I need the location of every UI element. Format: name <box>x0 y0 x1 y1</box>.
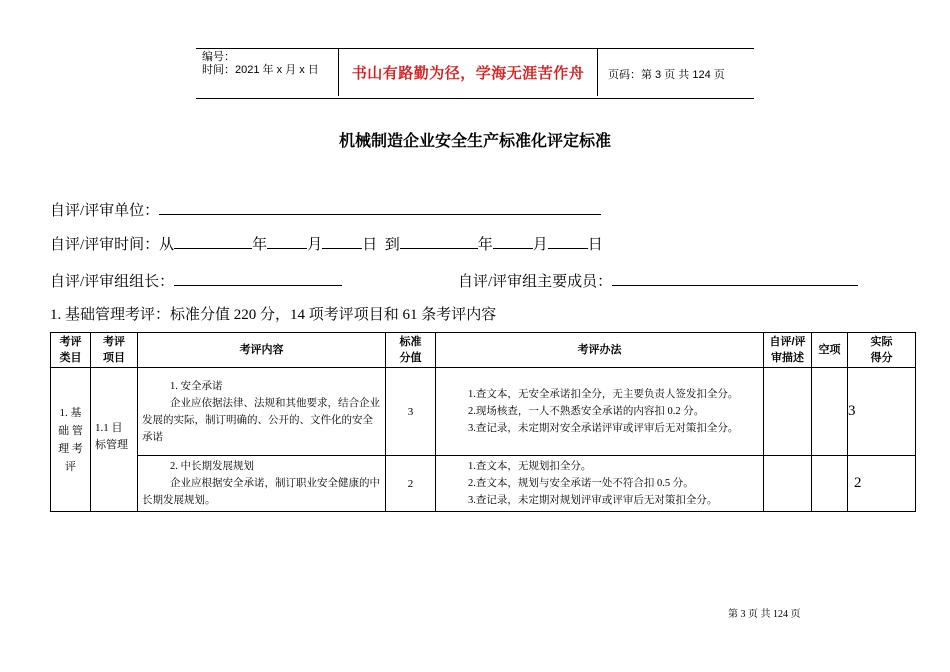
content-cell: 2. 中长期发展规划 企业应根据安全承诺，制订职业安全健康的中长期发展规划。 <box>138 456 386 512</box>
evaluation-table <box>50 332 916 512</box>
leader-field <box>50 270 342 291</box>
month-label: 月 <box>307 237 323 253</box>
section-title: 1. 基础管理考评：标准分值 220 分，14 项考评项目和 61 条考评内容 <box>50 307 497 323</box>
time-label: 时间：2021 年 x 月 x 日 <box>202 64 319 76</box>
leader-label: 自评/评审组组长： <box>50 274 175 290</box>
col-header-item: 考评 项目 <box>91 333 138 368</box>
leader-blank[interactable] <box>174 271 342 286</box>
col-header-category: 考评 类目 <box>51 333 91 368</box>
table-header-row <box>51 333 916 368</box>
header-meta <box>202 51 319 77</box>
empty-item-cell[interactable] <box>812 456 848 512</box>
self-eval-cell[interactable] <box>764 368 812 456</box>
content-cell: 1. 安全承诺 企业应依据法律、法规和其他要求，结合企业发展的实际，制订明确的、公开的、文件化的安全承诺 <box>138 368 386 456</box>
col-header-self-eval: 自评/评 审描述 <box>764 333 812 368</box>
end-year-blank[interactable] <box>400 234 478 249</box>
score-cell: 3 <box>386 368 436 456</box>
members-field <box>458 270 858 291</box>
col-header-score: 标准 分值 <box>386 333 436 368</box>
table-row <box>51 368 916 456</box>
page-title: 机械制造企业安全生产标准化评定标准 <box>338 133 611 150</box>
method-cell: 1.查文本，无安全承诺扣全分，无主要负责人签发扣全分。 2.现场核查，一人不熟悉安全承诺的内容扣 0.2 分。 3.查记录，未定期对安全承诺评审或评审后无对策扣全分。 <box>436 368 764 456</box>
year-label: 年 <box>477 237 493 253</box>
motto: 书山有路勤为径，学海无涯苦作舟 <box>351 66 585 82</box>
page-footer: 第 3 页 共 124 页 <box>728 609 801 620</box>
start-day-blank[interactable] <box>322 234 362 249</box>
empty-item-cell[interactable] <box>812 368 848 456</box>
members-blank[interactable] <box>612 271 858 286</box>
self-eval-cell[interactable] <box>764 456 812 512</box>
unit-label: 自评/评审单位： <box>50 203 160 219</box>
month-label: 月 <box>532 237 548 253</box>
col-header-content: 考评内容 <box>138 333 386 368</box>
document-header <box>196 48 754 99</box>
col-header-actual: 实际 得分 <box>848 333 916 368</box>
year-label: 年 <box>252 237 268 253</box>
table-row <box>51 456 916 512</box>
col-header-method: 考评办法 <box>436 333 764 368</box>
start-year-blank[interactable] <box>174 234 252 249</box>
motto-box <box>338 49 598 96</box>
unit-blank[interactable] <box>159 200 601 215</box>
end-day-blank[interactable] <box>548 234 588 249</box>
actual-score-cell[interactable]: 2 <box>848 456 916 512</box>
page-info: 页码：第 3 页 共 124 页 <box>608 69 725 81</box>
score-cell: 2 <box>386 456 436 512</box>
end-month-blank[interactable] <box>493 234 533 249</box>
day-label: 日 <box>362 237 378 253</box>
members-label: 自评/评审组主要成员： <box>458 274 613 290</box>
item-cell: 1.1 目 标管理 <box>91 368 138 512</box>
number-label: 编号： <box>202 51 235 63</box>
actual-score-cell[interactable]: 3 <box>848 368 916 456</box>
category-cell: 1. 基 础 管 理 考 评 <box>51 368 91 512</box>
day-label: 日 <box>587 237 603 253</box>
to-label: 到 <box>384 237 400 253</box>
method-cell: 1.查文本，无规划扣全分。 2.查文本，规划与安全承诺一处不符合扣 0.5 分。 3.查记录，未定期对规划评审或评审后无对策扣全分。 <box>436 456 764 512</box>
time-label: 自评/评审时间：从 <box>50 237 175 253</box>
unit-field <box>50 199 601 220</box>
start-month-blank[interactable] <box>267 234 307 249</box>
time-field <box>50 233 603 254</box>
col-header-empty-item: 空项 <box>812 333 848 368</box>
